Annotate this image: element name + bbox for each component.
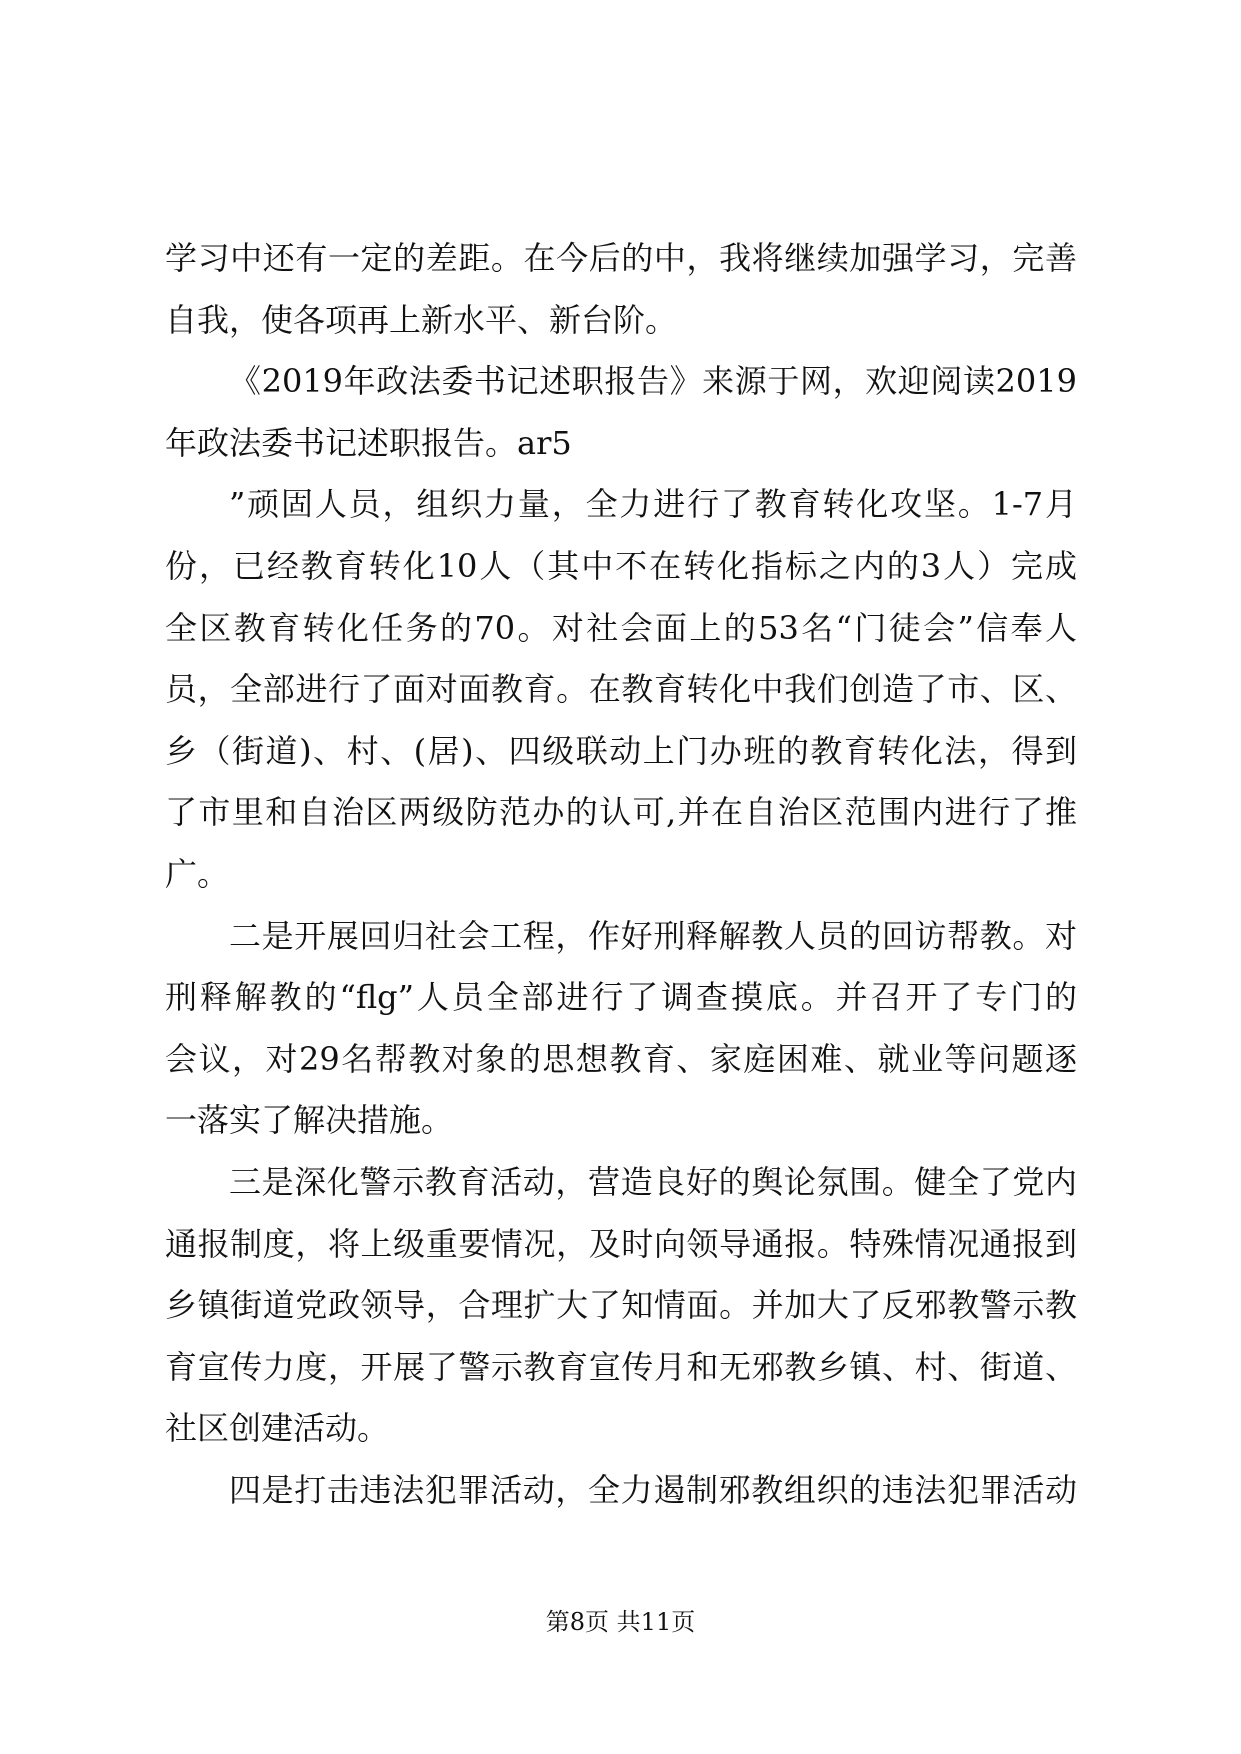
text-line: 年政法委书记述职报告。ar5: [165, 423, 572, 462]
paragraph: [165, 1460, 1077, 1522]
text-line: 二是开展回归社会工程，作好刑释解教人员的回访帮教。对: [229, 916, 1077, 955]
text-line: 了市里和自治区两级防范办的认可,并在自治区范围内进行了推: [165, 793, 1077, 832]
paragraph: [165, 228, 1077, 351]
paragraph: [165, 474, 1077, 905]
text-line: 会议，对29名帮教对象的思想教育、家庭困难、就业等问题逐: [165, 1039, 1077, 1078]
text-line: 一落实了解决措施。: [165, 1101, 454, 1140]
page-number: 第8页 共11页: [545, 1608, 696, 1636]
text-line: 社区创建活动。: [165, 1409, 390, 1448]
text-line: 《2019年政法委书记述职报告》来源于网，欢迎阅读2019: [229, 362, 1077, 401]
paragraph: [165, 1152, 1077, 1460]
text-line: 全区教育转化任务的70。对社会面上的53名“门徒会”信奉人: [165, 608, 1077, 647]
text-line: ”顽固人员，组织力量，全力进行了教育转化攻坚。1-7月: [229, 485, 1077, 524]
text-line: 三是深化警示教育活动，营造良好的舆论氛围。健全了党内: [229, 1162, 1077, 1201]
text-line: 份，已经教育转化10人（其中不在转化指标之内的3人）完成: [165, 546, 1077, 585]
text-line: 员，全部进行了面对面教育。在教育转化中我们创造了市、区、: [165, 670, 1077, 709]
document-body: [165, 228, 1077, 1521]
text-line: 广。: [165, 854, 230, 893]
text-line: 刑释解教的“flg”人员全部进行了调查摸底。并召开了专门的: [165, 978, 1077, 1017]
text-line: 育宣传力度，开展了警示教育宣传月和无邪教乡镇、村、街道、: [165, 1347, 1077, 1386]
paragraph: [165, 351, 1077, 474]
paragraph: [165, 906, 1077, 1152]
text-line: 四是打击违法犯罪活动，全力遏制邪教组织的违法犯罪活动: [229, 1470, 1077, 1509]
text-line: 自我，使各项再上新水平、新台阶。: [165, 300, 678, 339]
text-line: 乡镇街道党政领导，合理扩大了知情面。并加大了反邪教警示教: [165, 1286, 1077, 1325]
text-line: 学习中还有一定的差距。在今后的中，我将继续加强学习，完善: [165, 239, 1077, 277]
text-line: 乡（街道)、村、(居)、四级联动上门办班的教育转化法，得到: [165, 731, 1077, 770]
text-line: 通报制度，将上级重要情况，及时向领导通报。特殊情况通报到: [165, 1224, 1077, 1263]
